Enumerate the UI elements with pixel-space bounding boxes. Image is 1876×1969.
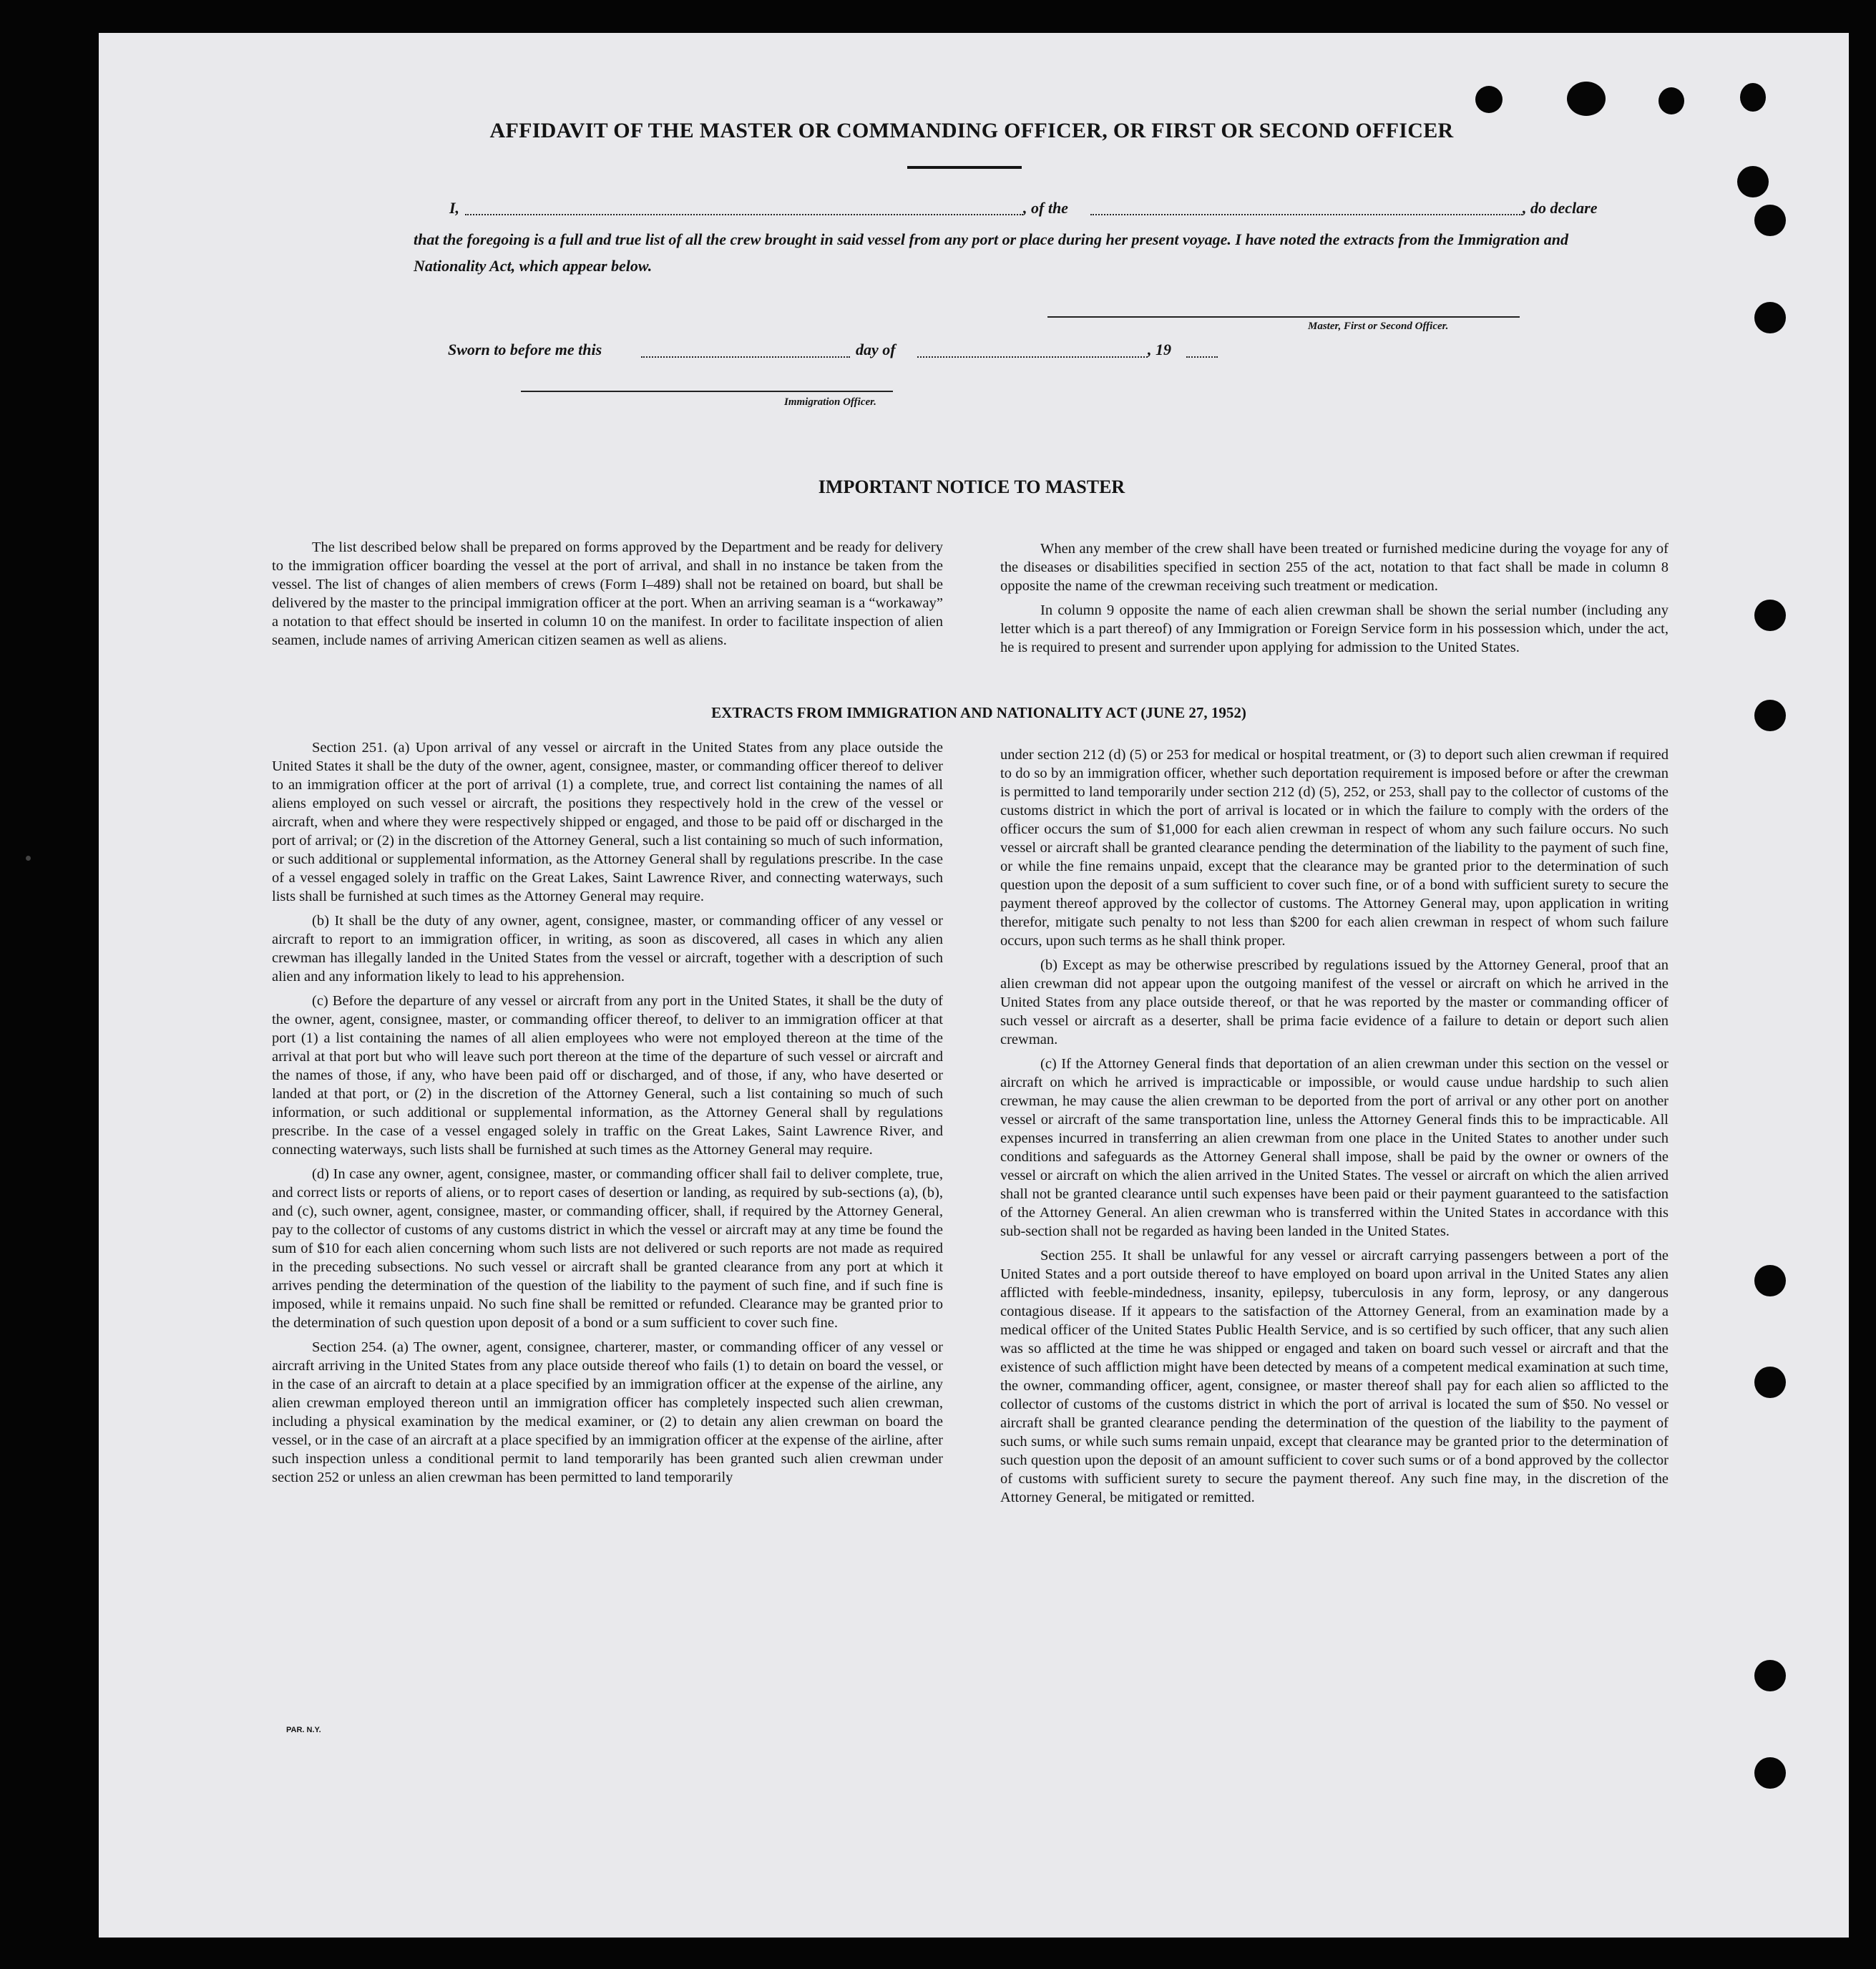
i-label: I, — [449, 199, 460, 217]
section-254-b: (b) Except as may be otherwise prescribed by regulations issued by the Attorney General, proof that an alien crewman did not appear upon the outgoing manifest of the vessel or aircraft on which he arrived in the United States from any place outside thereof, or that he was reported by the master or commanding officer of such vessel or aircraft as a deserter, shall be prima facie evidence of a failure to detain or deport such alien crewman. — [1000, 957, 1669, 1047]
section-254-c: (c) If the Attorney General finds that deportation of an alien crewman under this section on the vessel or aircraft on which he arrived is impracticable or impossible, or would cause undue hardship to such alien crewman, he may cause the alien crewman to be deported from the port of arrival or any other port on another vessel or aircraft of the same transportation line, unless the Attorney General finds this to be impracticable. All expenses incurred in transferring an alien crewman from one place in the United States to another under such conditions and safeguards as the Attorney General shall impose, shall be paid by the owner or owners of the vessel or aircraft on which the alien arrived in the United States. The vessel or aircraft on which the alien arrived shall not be granted clearance until such expenses have been paid or their payment guaranteed to the satisfaction of the Attorney General. An alien crewman who is transferred within the United States in accordance with this sub-section shall not be regarded as having been landed in the United States. — [1000, 1056, 1669, 1239]
punch-hole — [1658, 87, 1684, 114]
master-signature-caption: Master, First or Second Officer. — [1308, 321, 1449, 332]
immigration-officer-caption: Immigration Officer. — [784, 396, 876, 408]
sworn-label: Sworn to before me this — [448, 341, 602, 358]
punch-hole — [1754, 302, 1786, 333]
extracts-left-column — [272, 738, 943, 1492]
scan-speck — [26, 856, 31, 861]
punch-hole — [1754, 1265, 1786, 1296]
punch-hole — [1754, 205, 1786, 236]
section-254-a: Section 254. (a) The owner, agent, consignee, charterer, master, or commanding officer of any vessel or aircraft arriving in the United States from any place outside thereof who fails (1) to detain on board the vessel, or in the case of an aircraft to detain at a place specified by an immigration officer at the expense of the airline, any alien crewman employed thereon until an immigration officer has completely inspected such alien crewman, including a physical examination by the medical examiner, or (2) to detain any alien crewman on board the vessel, or in the case of an aircraft at a place specified by an immigration officer at the expense of the airline, after such inspection unless a conditional permit to land temporarily has been granted such alien crewman under section 252 or unless an alien crewman has been permitted to land temporarily — [272, 1339, 943, 1485]
punch-hole — [1754, 600, 1786, 631]
notice-right-paragraph-1: When any member of the crew shall have been treated or furnished medicine during the voyage for any of the diseases or disabilities specified in section 255 of the act, notation to that fact shall be made in column 8 opposite the name of the crewman receiving such treatment or medication. — [1000, 541, 1669, 594]
year-label: , 19 — [1148, 341, 1171, 358]
punch-hole — [1754, 1367, 1786, 1398]
document-sheet — [99, 33, 1849, 1938]
punch-hole — [1754, 700, 1786, 731]
notice-left-paragraph: The list described below shall be prepared on forms approved by the Department and be ready for delivery to the immigration officer boarding the vessel at the port of arrival, and shall in no instance be taken from the vessel. The list of changes of alien members of crews (Form I–489) shall not be retained on board, but shall be delivered by the master to the principal immigration officer at the port. When an arriving seaman is a “workaway” a notation to that effect should be inserted in column 10 on the manifest. In order to facilitate inspection of alien seamen, include names of arriving American citizen seamen as well as aliens. — [272, 539, 943, 648]
sworn-day-blank[interactable] — [641, 356, 850, 358]
vessel-blank-field[interactable] — [1090, 214, 1523, 215]
sworn-year-blank[interactable] — [1186, 356, 1218, 358]
section-255: Section 255. It shall be unlawful for any vessel or aircraft carrying passengers between a port of the United States and a port outside thereof to have employed on board upon arrival in the United States any alien afflicted with feeble-mindedness, insanity, epilepsy, tuberculosis in any form, leprosy, or any dangerous contagious disease. If it appears to the satisfaction of the Attorney General, from an examination made by a medical officer of the United States Public Health Service, and is so certified by such officer, that any such alien was so afflicted at the time he was shipped or engaged and taken on board such vessel or aircraft and that the existence of such affliction might have been detected by means of a competent medical examination at such time, the owner, commanding officer, agent, consignee, or master thereof shall pay for each alien so afflicted to the collector of customs of the customs district in which the port of arrival is located the sum of $50. No vessel or aircraft shall be granted clearance pending the determination of the question of the liability to the payment of such sums, or while such sums remain unpaid, except that clearance may be granted prior to the determination of such question upon the deposit of an amount sufficient to cover such sums or of a bond approved by the collector of customs with sufficient surety to secure the payment thereof. Any such fine may, in the discretion of the Attorney General, be mitigated or remitted. — [1000, 1248, 1669, 1505]
punch-hole — [1567, 82, 1606, 116]
sworn-month-blank[interactable] — [917, 356, 1148, 358]
of-the-label: , of the — [1023, 199, 1068, 217]
punch-hole — [1475, 86, 1503, 113]
printer-mark: PAR. N.Y. — [286, 1726, 321, 1734]
declaration-text: that the foregoing is a full and true list of all the crew brought in said vessel from any port or place during her present voyage. I have noted the extracts from the Immigration and Nationality Act, which appear below. — [414, 230, 1569, 275]
notice-right-column — [1000, 539, 1669, 663]
notice-right-paragraph-2: In column 9 opposite the name of each alien crewman shall be shown the serial number (including any letter which is a part thereof) of any Immigration or Foreign Service form in his possession which, under the act, he is required to present and surrender upon applying for admission to the United States. — [1000, 602, 1669, 655]
extracts-right-column — [1000, 746, 1669, 1513]
section-254-a-continued: under section 212 (d) (5) or 253 for medical or hospital treatment, or (3) to deport such alien crewman if required to do so by an immigration officer, whether such deportation requirement is imposed before or after the crewman is permitted to land temporarily under section 212 (d) (5), 252, or 253, shall pay to the collector of customs of the customs district in which the port of arrival is located or in which the failure to comply with the orders of the officer occurs the sum of $1,000 for each alien crewman in respect of whom any such failure occurs. No such vessel or aircraft shall be granted clearance pending the determination of the liability to the payment of such fine, or while the fine remains unpaid, except that the clearance may be granted prior to the determination of such question upon the deposit of a sum sufficient to cover such fine, or of a bond with sufficient surety to secure the payment thereof approved by the collector of customs. The Attorney General may, upon application in writing therefor, mitigate such penalty to not less than $200 for each alien crewman in respect of whom such failure occurs, upon such terms as he shall think proper. — [1000, 747, 1669, 949]
punch-hole — [1737, 166, 1769, 197]
title-underline — [907, 166, 1022, 169]
punch-hole — [1740, 83, 1766, 112]
punch-hole — [1754, 1660, 1786, 1691]
punch-hole — [1754, 1757, 1786, 1789]
name-blank-field[interactable] — [465, 214, 1023, 215]
section-251-b: (b) It shall be the duty of any owner, agent, consignee, master, or commanding officer of any vessel or aircraft to report to an immigration officer, in writing, as soon as discovered, all cases in which any alien crewman has illegally landed in the United States from the vessel or aircraft, together with a description of such alien and any information likely to lead to his apprehension. — [272, 913, 943, 984]
day-of-label: day of — [856, 341, 896, 358]
section-251-d: (d) In case any owner, agent, consignee, master, or commanding officer shall fail to deliver complete, true, and correct lists or reports of aliens, or to report cases of desertion or landing, as required by sub-sections (a), (b), and (c), such owner, agent, consignee, master, or commanding officer, shall, if required by the Attorney General, pay to the collector of customs of any customs district in which the vessel or aircraft may at any time be found the sum of $10 for each alien concerning whom such lists are not delivered or such reports are not made as required in the preceding subsections. No such vessel or aircraft shall be granted clearance from any port at which it arrives pending the determination of the question of the liability to the payment of such fine, and if such fine is imposed, while it remains unpaid. No such fine shall be remitted or refunded. Clearance may be granted prior to the determination of such question upon deposit of a bond or a sum sufficient to cover such fine. — [272, 1166, 943, 1331]
section-251-a: Section 251. (a) Upon arrival of any vessel or aircraft in the United States from any place outside the United States it shall be the duty of the owner, agent, consignee, master, or commanding officer thereof to deliver to an immigration officer at the port of arrival (1) a complete, true, and correct list containing the names of all aliens employed on such vessel or aircraft, the positions they respectively hold in the crew of the vessel or aircraft, when and where they were respectively shipped or engaged, and those to be paid off or discharged in the port of arrival; or (2) in the discretion of the Attorney General, such a list containing so much of such information, or such additional or supplemental information, as the Attorney General shall by regulations prescribe. In the case of a vessel engaged solely in traffic on the Great Lakes, Saint Lawrence River, and connecting waterways, such lists shall be furnished at such times as the Attorney General may require. — [272, 740, 943, 904]
notice-left-column — [272, 538, 943, 655]
notice-title: IMPORTANT NOTICE TO MASTER — [818, 477, 1125, 497]
master-signature-line[interactable] — [1047, 316, 1520, 318]
affidavit-title: AFFIDAVIT OF THE MASTER OR COMMANDING OFFICER, OR FIRST OR SECOND OFFICER — [489, 119, 1454, 142]
do-declare-label: , do declare — [1523, 199, 1598, 217]
extracts-title: EXTRACTS FROM IMMIGRATION AND NATIONALITY ACT (JUNE 27, 1952) — [711, 704, 1246, 721]
immigration-officer-signature-line[interactable] — [521, 391, 893, 392]
section-251-c: (c) Before the departure of any vessel or aircraft from any port in the United States, it shall be the duty of the owner, agent, consignee, master, or commanding officer thereof, to deliver to an immigration officer at that port (1) a list containing the names of all alien employees who were not employed thereon at the time of the arrival at that port but who will leave such port thereon at the time of the departure of such vessel or aircraft and the names of those, if any, who have been paid off or discharged, and of those, if any, who have deserted or landed at that port, or (2) in the discretion of the Attorney General, such a list containing so much of such information, or such additional or supplemental information, as the Attorney General shall by regulations prescribe. In the case of a vessel engaged solely in traffic on the Great Lakes, Saint Lawrence River, and connecting waterways, such lists shall be furnished at such times as the Attorney General may require. — [272, 993, 943, 1158]
